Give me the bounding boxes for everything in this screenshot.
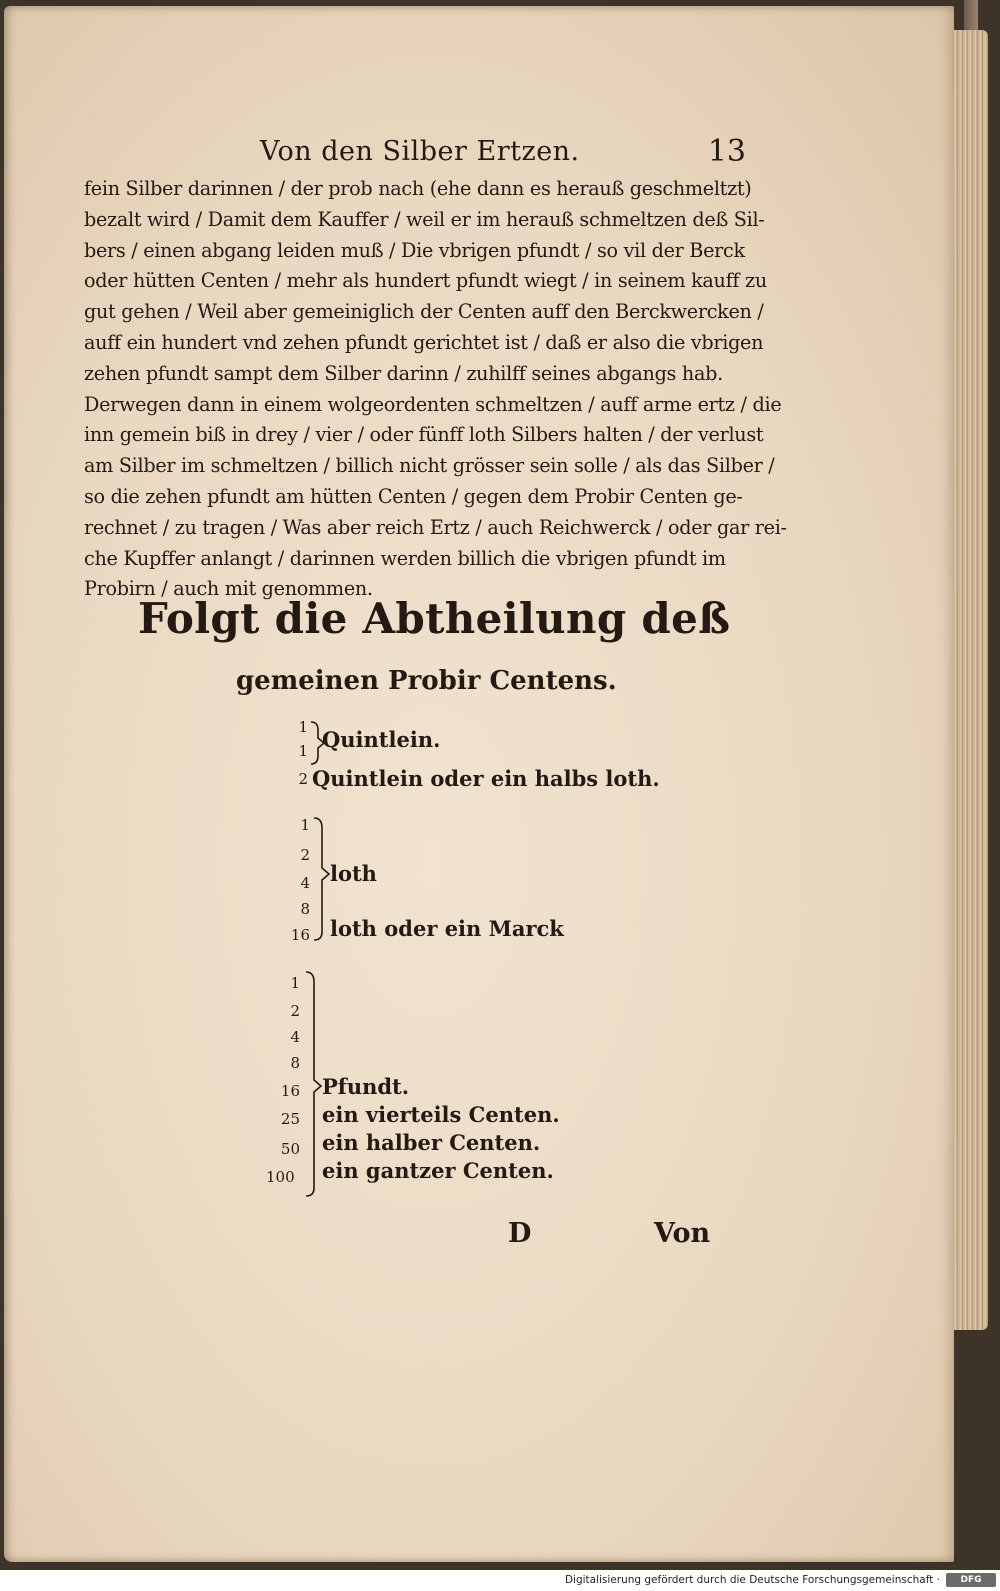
loth-number: 4 [300,874,310,892]
header-title: Von den Silber Ertzen. [260,136,580,167]
pfund-label: Pfundt. [322,1074,410,1099]
quintlein-row-label: Quintlein oder ein halbs loth. [312,766,660,791]
pfund-number: 2 [290,1002,300,1020]
quintlein-label: Quintlein. [322,727,441,752]
pfund-number: 25 [280,1110,300,1128]
text-line: zehen pfundt sampt dem Silber darinn / zuhilff seines abgangs hab. [84,361,723,385]
footer-credit: Digitalisierung gefördert durch die Deutsche Forschungsgemeinschaft · [564,1574,940,1586]
pfund-label: ein halber Centen. [322,1130,541,1155]
dfg-logo: DFG [946,1573,996,1587]
text-line: inn gemein biß in drey / vier / oder fünff loth Silbers halten / der verlust [84,423,764,447]
text-line: so die zehen pfundt am hütten Centen / gegen dem Probir Centen ge- [84,484,743,508]
page-edges [954,30,988,1330]
quintlein-number: 1 [298,718,308,736]
quintlein-row-number: 2 [298,770,308,788]
loth-number: 2 [300,846,310,864]
section-heading: Folgt die Abtheilung deß [138,594,731,643]
text-line: rechnet / zu tragen / Was aber reich Ertz / auch Reichwerck / oder gar rei- [84,515,787,539]
catchword: Von [654,1218,711,1249]
text-line: bezalt wird / Damit dem Kauffer / weil er im herauß schmeltzen deß Sil- [84,207,765,231]
pfund-number: 4 [290,1028,300,1046]
signature-mark: D [508,1218,532,1249]
pfund-number: 50 [280,1140,300,1158]
pfund-number: 1 [290,974,300,992]
pfund-label: ein gantzer Centen. [322,1158,554,1183]
loth-number: 16 [290,926,310,944]
loth-number: 1 [300,816,310,834]
pfund-number: 16 [280,1082,300,1100]
text-line: gut gehen / Weil aber gemeiniglich der Centen auff den Berckwercken / [84,300,764,324]
pfund-number: 8 [290,1054,300,1072]
section-subheading: gemeinen Probir Centens. [236,666,617,696]
loth-brace [314,818,329,940]
pfund-brace [306,972,321,1196]
pfund-number: 100 [266,1168,295,1186]
page-number: 13 [707,134,746,169]
text-line: fein Silber darinnen / der prob nach (ehe dann es herauß geschmeltzt) [84,177,752,200]
pfund-label: ein vierteils Centen. [322,1102,560,1127]
quintlein-number: 1 [298,742,308,760]
text-line: auff ein hundert vnd zehen pfundt gerichtet ist / daß er also die vbrigen [84,330,764,354]
text-line: che Kupffer anlangt / darinnen werden billich die vbrigen pfundt im [84,546,726,570]
loth-number: 8 [300,900,310,918]
loth-marck-label: loth oder ein Marck [330,916,564,941]
book-page [4,6,954,1562]
loth-label: loth [330,861,377,886]
text-line: oder hütten Centen / mehr als hundert pfundt wiegt / in seinem kauff zu [84,269,767,293]
text-line: bers / einen abgang leiden muß / Die vbrigen pfundt / so vil der Berck [84,238,745,262]
text-line: am Silber im schmeltzen / billich nicht grösser sein solle / als das Silber / [84,454,775,478]
text-line: Derwegen dann in einem wolgeordenten schmeltzen / auff arme ertz / die [84,392,782,416]
text-line: Probirn / auch mit genommen. [84,577,373,601]
